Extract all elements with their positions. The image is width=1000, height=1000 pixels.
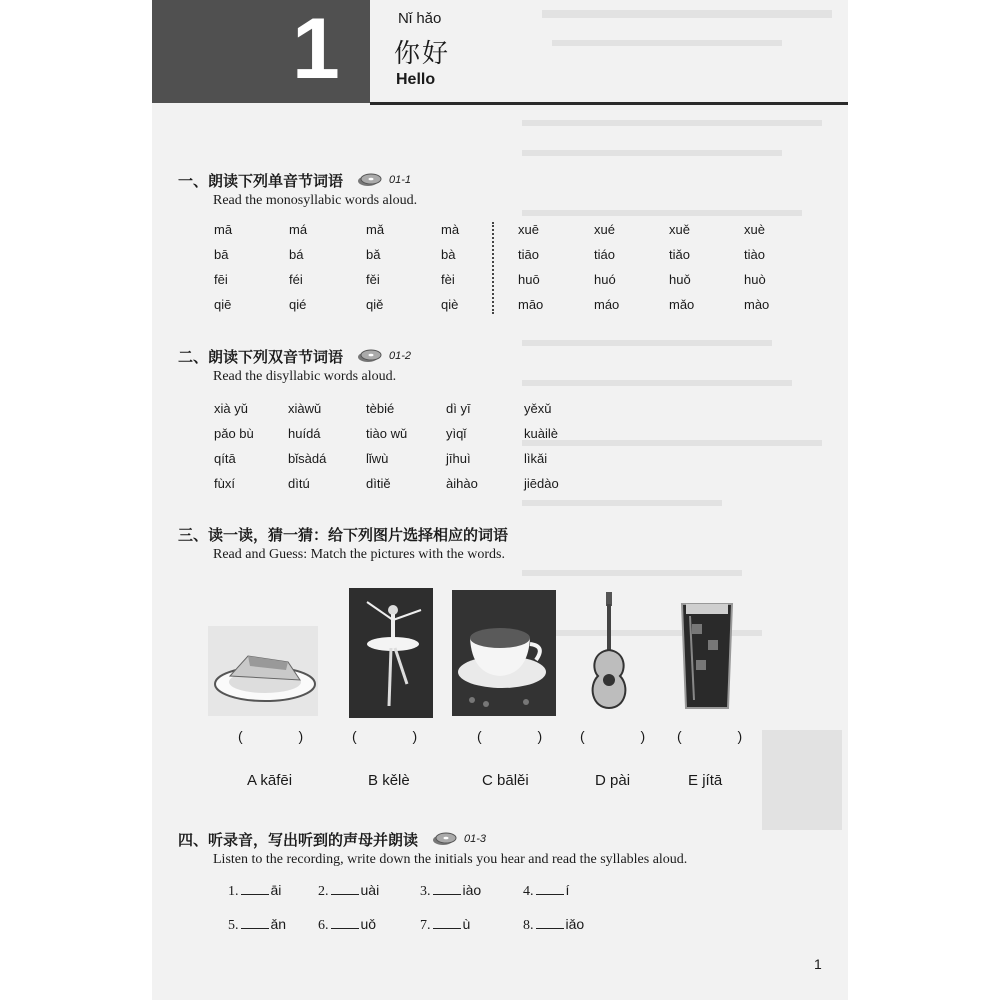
pinyin-word: qítā bbox=[214, 451, 236, 466]
ballet-dancer-picture bbox=[349, 588, 433, 718]
listening-item-1 bbox=[228, 882, 281, 900]
pinyin-word: tèbié bbox=[366, 401, 395, 416]
pinyin-word: pǎo bù bbox=[214, 426, 254, 441]
pinyin-word: huó bbox=[594, 272, 616, 287]
answer-blank-3[interactable]: ( ) bbox=[477, 728, 569, 744]
pinyin-word: qiē bbox=[214, 297, 232, 312]
section-2-title-en: Read the disyllabic words aloud. bbox=[213, 369, 397, 384]
option-letter: E bbox=[688, 772, 699, 789]
option-word: kāfēi bbox=[260, 772, 293, 789]
option-word: kělè bbox=[382, 772, 410, 789]
section-1-title-cn: 一、朗读下列单音节词语 bbox=[178, 171, 344, 190]
lesson-title-english: Hello bbox=[396, 71, 436, 88]
pinyin-word: dìtú bbox=[288, 476, 310, 491]
item-number: 7. bbox=[420, 918, 431, 933]
item-syllable: uǒ bbox=[360, 916, 377, 932]
audio-cd-icon bbox=[357, 349, 411, 363]
answer-line[interactable] bbox=[433, 882, 461, 895]
listening-item-7 bbox=[420, 916, 470, 934]
item-syllable: āi bbox=[270, 882, 282, 898]
pinyin-word: huò bbox=[744, 272, 766, 287]
audio-cd-icon bbox=[357, 173, 411, 187]
pinyin-word: huō bbox=[518, 272, 540, 287]
item-syllable: iǎo bbox=[565, 916, 585, 932]
item-number: 2. bbox=[318, 884, 329, 899]
pinyin-word: àihào bbox=[446, 476, 478, 491]
pinyin-word: jiēdào bbox=[524, 476, 559, 491]
listening-item-8 bbox=[523, 916, 584, 934]
pinyin-word: bǎ bbox=[366, 247, 381, 262]
listening-item-3 bbox=[420, 882, 481, 900]
pinyin-word: xiàwǔ bbox=[288, 401, 322, 416]
guitar-picture bbox=[584, 590, 634, 710]
pinyin-word: tiào wǔ bbox=[366, 426, 408, 441]
option-letter: C bbox=[482, 772, 493, 789]
item-number: 1. bbox=[228, 884, 239, 899]
lesson-number: 1 bbox=[292, 1, 340, 97]
option-word: jítā bbox=[702, 772, 723, 789]
pinyin-word: féi bbox=[289, 272, 303, 287]
pinyin-word: tiāo bbox=[518, 247, 539, 262]
pinyin-word: dìtiě bbox=[366, 476, 391, 491]
pinyin-word: dì yī bbox=[446, 401, 471, 416]
section-3-header bbox=[178, 524, 508, 563]
pinyin-word: huídá bbox=[288, 426, 321, 441]
answer-blank-1[interactable]: ( ) bbox=[238, 728, 330, 744]
listening-item-2 bbox=[318, 882, 379, 900]
item-number: 3. bbox=[420, 884, 431, 899]
pinyin-word: mà bbox=[441, 222, 460, 237]
answer-blank-4[interactable]: ( ) bbox=[580, 728, 672, 744]
lesson-title-chinese: 你好 bbox=[394, 39, 451, 69]
option-d bbox=[595, 772, 630, 789]
option-letter: A bbox=[247, 772, 257, 789]
cola-picture bbox=[678, 600, 736, 712]
pinyin-word: mǎ bbox=[366, 222, 385, 237]
item-number: 8. bbox=[523, 918, 534, 933]
pinyin-word: qiě bbox=[366, 297, 384, 312]
pinyin-word: jīhuì bbox=[446, 451, 471, 466]
section-4-title-en: Listen to the recording, write down the initials you hear and read the syllables aloud. bbox=[213, 852, 688, 867]
item-syllable: iào bbox=[462, 882, 482, 898]
answer-line[interactable] bbox=[241, 916, 269, 929]
item-syllable: ù bbox=[462, 916, 471, 932]
pinyin-word: máo bbox=[594, 297, 620, 312]
answer-blank-5[interactable]: ( ) bbox=[677, 728, 769, 744]
option-word: pài bbox=[610, 772, 631, 789]
answer-line[interactable] bbox=[331, 882, 359, 895]
section-4-track: 01-3 bbox=[464, 833, 487, 845]
pinyin-word: tiáo bbox=[594, 247, 615, 262]
pinyin-word: xuè bbox=[744, 222, 765, 237]
section-1-track: 01-1 bbox=[389, 174, 412, 186]
option-e bbox=[688, 772, 722, 789]
listening-item-6 bbox=[318, 916, 376, 934]
pinyin-word: qiè bbox=[441, 297, 459, 312]
section-1-title-en: Read the monosyllabic words aloud. bbox=[213, 193, 418, 208]
pinyin-word: xué bbox=[594, 222, 615, 237]
pinyin-word: xià yǔ bbox=[214, 401, 248, 416]
pinyin-word: mā bbox=[214, 222, 233, 237]
section-2-title-cn: 二、朗读下列双音节词语 bbox=[178, 347, 344, 366]
pie-picture bbox=[208, 626, 318, 716]
pinyin-word: qié bbox=[289, 297, 307, 312]
pinyin-word: mǎo bbox=[669, 297, 695, 312]
pinyin-word: fěi bbox=[366, 272, 380, 287]
item-syllable: ǎn bbox=[270, 916, 287, 932]
pinyin-word: lìkǎi bbox=[524, 451, 548, 466]
audio-cd-icon bbox=[432, 832, 486, 846]
page-number: 1 bbox=[814, 956, 822, 972]
section-4-header bbox=[178, 829, 687, 868]
item-number: 6. bbox=[318, 918, 329, 933]
option-word: bālěi bbox=[497, 772, 529, 789]
section-2-header bbox=[178, 346, 411, 385]
item-syllable: uài bbox=[360, 882, 380, 898]
pinyin-word: fēi bbox=[214, 272, 228, 287]
answer-line[interactable] bbox=[536, 916, 564, 929]
answer-line[interactable] bbox=[241, 882, 269, 895]
listening-item-5 bbox=[228, 916, 286, 934]
coffee-picture bbox=[452, 590, 556, 716]
lesson-number-block bbox=[152, 0, 370, 103]
pinyin-word: huǒ bbox=[669, 272, 691, 287]
pinyin-word: bà bbox=[441, 247, 456, 262]
pinyin-word: fùxí bbox=[214, 476, 235, 491]
pinyin-word: má bbox=[289, 222, 308, 237]
answer-line[interactable] bbox=[331, 916, 359, 929]
pinyin-word: kuàilè bbox=[524, 426, 558, 441]
section-3-title-en: Read and Guess: Match the pictures with the words. bbox=[213, 547, 505, 562]
pinyin-word: bá bbox=[289, 247, 304, 262]
section-3-title-cn: 三、读一读，猜一猜：给下列图片选择相应的词语 bbox=[178, 525, 509, 544]
title-divider bbox=[370, 102, 848, 105]
option-a bbox=[247, 772, 292, 789]
section-4-title-cn: 四、听录音，写出听到的声母并朗读 bbox=[178, 830, 419, 849]
textbook-page bbox=[152, 0, 848, 1000]
pinyin-word: lǐwù bbox=[366, 451, 389, 466]
option-b bbox=[368, 772, 410, 789]
pinyin-word: mào bbox=[744, 297, 770, 312]
item-syllable: í bbox=[565, 882, 570, 898]
pinyin-word: māo bbox=[518, 297, 544, 312]
option-letter: B bbox=[368, 772, 379, 789]
pinyin-word: tiào bbox=[744, 247, 765, 262]
section-1-header bbox=[178, 170, 417, 209]
pinyin-word: xuē bbox=[518, 222, 539, 237]
item-number: 4. bbox=[523, 884, 534, 899]
answer-line[interactable] bbox=[433, 916, 461, 929]
pinyin-word: bǐsàdá bbox=[288, 451, 327, 466]
answer-blank-2[interactable]: ( ) bbox=[352, 728, 444, 744]
listening-item-4 bbox=[523, 882, 569, 900]
pinyin-word: yěxǔ bbox=[524, 401, 552, 416]
option-letter: D bbox=[595, 772, 606, 789]
pinyin-word: tiǎo bbox=[669, 247, 690, 262]
option-c bbox=[482, 772, 529, 789]
pinyin-word: xuě bbox=[669, 222, 690, 237]
pinyin-word: bā bbox=[214, 247, 229, 262]
pinyin-word: fèi bbox=[441, 272, 455, 287]
section-2-track: 01-2 bbox=[389, 350, 412, 362]
lesson-title-pinyin: Nǐ hǎo bbox=[398, 10, 442, 27]
answer-line[interactable] bbox=[536, 882, 564, 895]
item-number: 5. bbox=[228, 918, 239, 933]
column-divider bbox=[492, 222, 494, 314]
pinyin-word: yìqǐ bbox=[446, 426, 467, 441]
